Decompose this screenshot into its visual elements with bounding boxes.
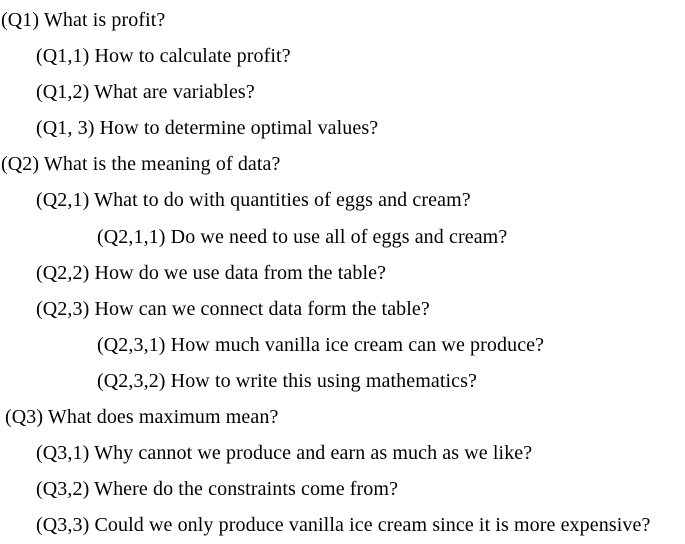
- question-q1-2: (Q1,2) What are variables?: [36, 81, 255, 104]
- question-q2-3-2: (Q2,3,2) How to write this using mathematics?: [97, 369, 477, 392]
- question-q2-3: (Q2,3) How can we connect data form the table?: [36, 297, 430, 320]
- question-q2-3-1: (Q2,3,1) How much vanilla ice cream can we produce?: [97, 333, 545, 356]
- question-q2-1: (Q2,1) What to do with quantities of eggs and cream?: [36, 189, 471, 212]
- question-q1-1: (Q1,1) How to calculate profit?: [36, 45, 291, 68]
- question-q3-3: (Q3,3) Could we only produce vanilla ice cream since it is more expensive?: [36, 514, 651, 537]
- question-q1: (Q1) What is profit?: [1, 9, 166, 31]
- question-q3-2: (Q3,2) Where do the constraints come from?: [36, 478, 399, 501]
- question-q3: (Q3) What does maximum mean?: [5, 406, 279, 429]
- question-q1-3: (Q1, 3) How to determine optimal values?: [36, 117, 379, 140]
- question-q3-1: (Q3,1) Why cannot we produce and earn as much as we like?: [36, 442, 533, 465]
- question-q2-1-1: (Q2,1,1) Do we need to use all of eggs and cream?: [97, 225, 508, 248]
- question-q2: (Q2) What is the meaning of data?: [1, 153, 281, 176]
- question-q2-2: (Q2,2) How do we use data from the table?: [36, 261, 387, 284]
